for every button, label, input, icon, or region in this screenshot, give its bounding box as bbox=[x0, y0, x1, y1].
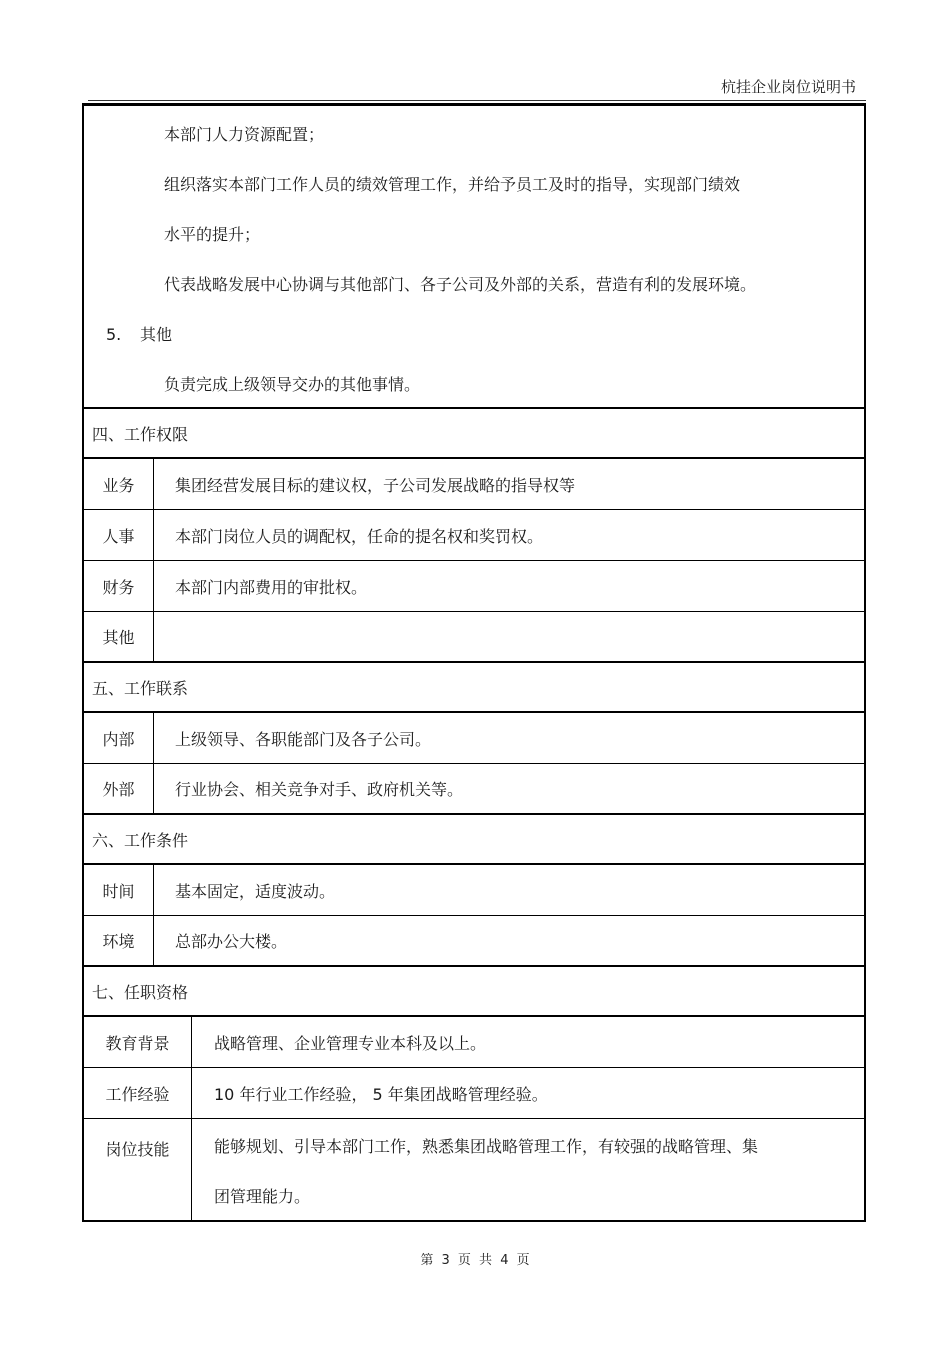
page-footer: 第 3 页 共 4 页 bbox=[420, 1253, 530, 1268]
responsibility-line: 组织落实本部门工作人员的绩效管理工作，并给予员工及时的指导，实现部门绩效 bbox=[164, 175, 741, 194]
item5-heading bbox=[106, 322, 172, 345]
row-label: 岗位技能 bbox=[84, 1119, 192, 1220]
row-value: 集团经营发展目标的建议权，子公司发展战略的指导权等 bbox=[175, 475, 576, 495]
table-row bbox=[84, 510, 864, 561]
table-row bbox=[84, 561, 864, 612]
row-value: 战略管理、企业管理专业本科及以上。 bbox=[214, 1033, 487, 1053]
row-value: 行业协会、相关竞争对手、政府机关等。 bbox=[175, 780, 464, 799]
row-label: 业务 bbox=[84, 459, 154, 509]
row-value bbox=[154, 612, 864, 661]
row-value: 上级领导、各职能部门及各子公司。 bbox=[175, 729, 432, 749]
table-row bbox=[84, 612, 864, 663]
row-value: 本部门岗位人员的调配权，任命的提名权和奖罚权。 bbox=[175, 526, 544, 546]
section7-title: 七、任职资格 bbox=[84, 967, 864, 1017]
item5-title: 其他 bbox=[140, 325, 173, 344]
responsibility-line: 代表战略发展中心协调与其他部门、各子公司及外部的关系，营造有利的发展环境。 bbox=[164, 275, 757, 294]
row-value: 总部办公大楼。 bbox=[175, 932, 288, 951]
row-label: 内部 bbox=[84, 713, 154, 763]
table-row bbox=[84, 764, 864, 815]
row-label: 教育背景 bbox=[84, 1017, 192, 1067]
row-value-line: 团管理能力。 bbox=[214, 1187, 311, 1206]
table-row bbox=[84, 713, 864, 764]
header-rule bbox=[88, 100, 866, 101]
row-value bbox=[192, 1104, 864, 1220]
item5-number: 5. bbox=[106, 325, 122, 344]
responsibilities-block bbox=[84, 106, 864, 409]
row-value: 10 年行业工作经验， 5 年集团战略管理经验。 bbox=[214, 1084, 548, 1104]
table-row bbox=[84, 1119, 864, 1220]
section6-title: 六、工作条件 bbox=[84, 815, 864, 865]
item5-text: 负责完成上级领导交办的其他事情。 bbox=[164, 375, 421, 394]
table-row bbox=[84, 459, 864, 510]
section4-title: 四、工作权限 bbox=[84, 409, 864, 459]
row-label: 时间 bbox=[84, 865, 154, 915]
row-label: 财务 bbox=[84, 561, 154, 611]
row-value-line: 能够规划、引导本部门工作，熟悉集团战略管理工作，有较强的战略管理、集 bbox=[214, 1137, 759, 1156]
table-row bbox=[84, 916, 864, 967]
row-label: 环境 bbox=[84, 916, 154, 965]
row-label: 其他 bbox=[84, 612, 154, 661]
responsibility-line: 本部门人力资源配置； bbox=[164, 125, 325, 144]
table-row bbox=[84, 865, 864, 916]
row-value: 基本固定，适度波动。 bbox=[175, 881, 336, 901]
table-row bbox=[84, 1017, 864, 1068]
section5-title: 五、工作联系 bbox=[84, 663, 864, 713]
row-label: 外部 bbox=[84, 764, 154, 813]
job-description-table bbox=[82, 103, 866, 1222]
row-value: 本部门内部费用的审批权。 bbox=[175, 577, 368, 597]
document-header-title: 杭挂企业岗位说明书 bbox=[720, 78, 856, 96]
row-label: 人事 bbox=[84, 510, 154, 560]
responsibility-line: 水平的提升； bbox=[164, 225, 261, 244]
row-label: 工作经验 bbox=[84, 1068, 192, 1118]
